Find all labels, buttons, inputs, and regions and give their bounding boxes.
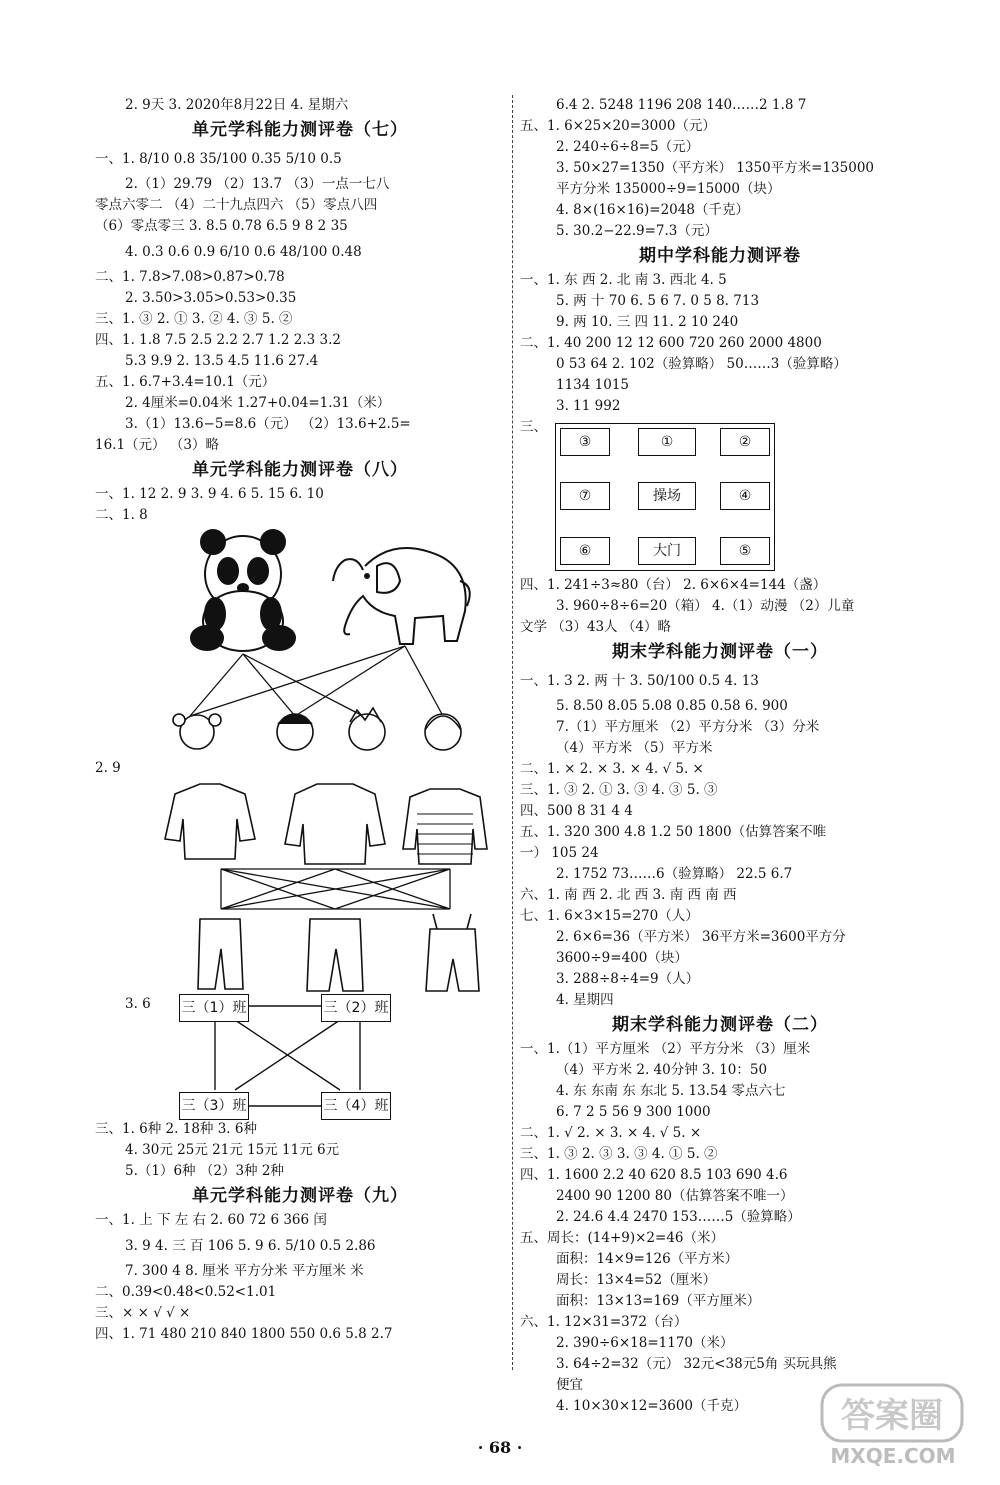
- answer-line: 3600÷9=400（块）: [556, 950, 688, 966]
- panda-icon: [191, 530, 295, 651]
- answer-line: 四、1. 1600 2.2 40 620 8.5 103 690 4.6: [520, 1167, 788, 1183]
- answer-line: 5.（1）6种 （2）3种 2种: [125, 1163, 284, 1179]
- answer-line: （4）平方米 （5）平方米: [556, 740, 713, 756]
- answer-line: 便宜: [556, 1377, 583, 1393]
- answer-line: 四、1. 1.8 7.5 2.5 2.2 2.7 1.2 2.3 3.2: [95, 332, 341, 348]
- answer-line: 三、1. ③ 2. ① 3. ③ 4. ③ 5. ③: [520, 782, 718, 798]
- answer-line: 16.1（元） （3）略: [95, 437, 219, 453]
- answer-line: 3. 960÷8÷6=20（箱） 4.（1）动漫 （2）儿童: [556, 598, 855, 614]
- answer-line: 9. 两 10. 三 四 11. 2 10 240: [556, 314, 739, 330]
- answer-line: 7.（1）平方厘米 （2）平方分米 （3）分米: [556, 719, 820, 735]
- answer-line: 3. 288÷8÷4=9（人）: [556, 971, 700, 987]
- answer-line: 二、1. 8: [95, 507, 148, 523]
- answer-line: 面积：13×13=169（平方厘米）: [556, 1293, 761, 1309]
- answer-line: 一、1. 东 西 2. 北 南 3. 西北 4. 5: [520, 272, 727, 288]
- answer-line: 五、周长：(14+9)×2=46（米）: [520, 1230, 725, 1246]
- answer-line: 1134 1015: [556, 377, 630, 393]
- answer-line: 四、1. 71 480 210 840 1800 550 0.6 5.8 2.7: [95, 1326, 393, 1342]
- answer-line: 四、500 8 31 4 4: [520, 803, 633, 819]
- answer-line: 0 53 64 2. 102（验算略） 50……3（验算略）: [556, 356, 847, 372]
- answer-line: 六、1. 12×31=372（台）: [520, 1314, 688, 1330]
- answer-line: 4. 10×30×12=3600（千克）: [556, 1398, 747, 1414]
- pants-icon: [198, 919, 243, 989]
- answer-line: 二、1. × 2. × 3. × 4. √ 5. ×: [520, 761, 704, 777]
- answer-line: 4. 星期四: [556, 992, 614, 1008]
- answer-line: 一、1. 上 下 左 右 2. 60 72 6 366 闰: [95, 1212, 327, 1228]
- answer-line: 文学 （3）43人 （4）略: [520, 619, 671, 635]
- section-title: 单元学科能力测评卷（九）: [192, 1186, 408, 1206]
- map-cell: ⑤: [720, 537, 770, 565]
- watermark-text: MXQE.COM: [830, 1444, 956, 1468]
- class-box: 三（3）班: [179, 1092, 249, 1120]
- shirt-icon: [165, 784, 255, 859]
- map-cell: ①: [638, 428, 696, 456]
- answer-line: 五、1. 320 300 4.8 1.2 50 1800（估算答案不唯: [520, 824, 827, 840]
- map-cell: 大门: [638, 537, 696, 565]
- svg-text:答案圈: 答案圈: [841, 1396, 943, 1436]
- section-title: 单元学科能力测评卷（七）: [192, 120, 408, 140]
- answer-line: 二、0.39<0.48<0.52<1.01: [95, 1284, 277, 1300]
- answer-line: 六、1. 南 西 2. 北 西 3. 南 西 南 西: [520, 887, 737, 903]
- answer-line: 面积：14×9=126（平方米）: [556, 1251, 739, 1267]
- answer-line: 2. 240÷6÷8=5（元）: [556, 139, 700, 155]
- kid-icon: [425, 714, 461, 750]
- section-title: 单元学科能力测评卷（八）: [192, 460, 408, 480]
- answer-line: 零点六零二 （4）二十九点四六 （5）零点八四: [95, 197, 378, 213]
- answer-line: （6）零点零三 3. 8.5 0.78 6.5 9 8 2 35: [95, 218, 348, 234]
- map-cell: ③: [560, 428, 610, 456]
- answer-line: 4. 0.3 0.6 0.9 6/10 0.6 48/100 0.48: [125, 244, 362, 260]
- answer-line: 2. 6×6=36（平方米） 36平方米=3600平方分: [556, 929, 846, 945]
- map-cell: ④: [720, 482, 770, 510]
- section-title: 期中学科能力测评卷: [639, 246, 801, 266]
- clothes-figure: [95, 779, 505, 994]
- map-figure: [520, 417, 920, 575]
- answer-line: 2. 3.50>3.05>0.53>0.35: [125, 290, 297, 306]
- answer-line: 2. 4厘米=0.04米 1.27+0.04=1.31（米）: [125, 395, 391, 411]
- kid-icon: [173, 714, 221, 749]
- answer-line: 3. 11 992: [556, 398, 621, 414]
- animals-kids-figure: [95, 526, 505, 758]
- class-figure: [95, 994, 505, 1119]
- answer-line: 三、1. ③ 2. ③ 3. ③ 4. ① 5. ②: [520, 1146, 718, 1162]
- answer-line: 一、1.（1）平方厘米 （2）平方分米 （3）厘米: [520, 1041, 811, 1057]
- answer-line: 五、1. 6.7+3.4=10.1（元）: [95, 374, 276, 390]
- left-column: [95, 95, 505, 1345]
- answer-line: 6. 7 2 5 56 9 300 1000: [556, 1104, 711, 1120]
- answer-line: （4）平方米 2. 40分钟 3. 10：50: [556, 1062, 768, 1078]
- answer-line: 3. 64÷2=32（元） 32元<38元5角 买玩具熊: [556, 1356, 837, 1372]
- answer-line: 二、1. √ 2. × 3. × 4. √ 5. ×: [520, 1125, 702, 1141]
- column-divider: [512, 95, 513, 1370]
- right-column: [520, 95, 920, 1417]
- answer-line: 三、1. 6种 2. 18种 3. 6种: [95, 1121, 257, 1137]
- section-title: 期末学科能力测评卷（二）: [612, 1015, 828, 1035]
- answer-line: 三、1. ③ 2. ① 3. ② 4. ③ 5. ②: [95, 311, 293, 327]
- answer-line: 4. 8×(16×16)=2048（千克）: [556, 202, 749, 218]
- page-number: · 68 ·: [477, 1438, 523, 1457]
- answer-line: 5. 8.50 8.05 5.08 0.85 0.58 6. 900: [556, 698, 788, 714]
- answer-line: 五、1. 6×25×20=3000（元）: [520, 118, 716, 134]
- answer-line: 2400 90 1200 80（估算答案不唯一）: [556, 1188, 794, 1204]
- answer-line: 4. 东 东南 东 东北 5. 13.54 零点六七: [556, 1083, 786, 1099]
- answer-line: 6.4 2. 5248 1196 208 140……2 1.8 7: [556, 97, 807, 113]
- section-title: 期末学科能力测评卷（一）: [612, 642, 828, 662]
- answer-line: 二、1. 40 200 12 12 600 720 260 2000 4800: [520, 335, 822, 351]
- map-cell: ⑦: [560, 482, 610, 510]
- watermark-logo-icon: [808, 1381, 978, 1469]
- answer-line: 二、1. 7.8>7.08>0.87>0.78: [95, 269, 285, 285]
- answer-line: 一、1. 12 2. 9 3. 9 4. 6 5. 15 6. 10: [95, 486, 324, 502]
- matching-figure-clothes: [95, 779, 505, 994]
- answer-line: 周长：13×4=52（厘米）: [556, 1272, 717, 1288]
- answer-line: 一、1. 8/10 0.8 35/100 0.35 5/10 0.5: [95, 151, 342, 167]
- class-box: 三（2）班: [321, 994, 391, 1022]
- answer-line: 一、1. 3 2. 两 十 3. 50/100 0.5 4. 13: [520, 673, 759, 689]
- answer-line: 5.3 9.9 2. 13.5 4.5 11.6 27.4: [125, 353, 319, 369]
- answer-line: 5. 两 十 70 6. 5 6 7. 0 5 8. 713: [556, 293, 760, 309]
- overalls-icon: [426, 914, 479, 991]
- answer-line: 2. 390÷6×18=1170（米）: [556, 1335, 734, 1351]
- answer-line: 平方分米 135000÷9=15000（块）: [556, 181, 781, 197]
- answer-line: 3. 9 4. 三 百 106 5. 9 6. 5/10 0.5 2.86: [125, 1238, 376, 1254]
- cargo-pants-icon: [307, 919, 363, 991]
- answer-line: 三、: [520, 419, 547, 435]
- kid-icon: [277, 714, 313, 750]
- class-box: 三（1）班: [179, 994, 249, 1022]
- map-cell: 操场: [638, 482, 696, 510]
- striped-sweater-icon: [403, 789, 487, 864]
- answer-line: 2. 9天 3. 2020年8月22日 4. 星期六: [125, 97, 349, 113]
- answer-line: 5. 30.2−22.9=7.3（元）: [556, 223, 718, 239]
- map-cell: ②: [720, 428, 770, 456]
- sweater-icon: [285, 784, 385, 864]
- matching-figure-animals: [95, 526, 505, 758]
- answer-line: 一） 105 24: [520, 845, 599, 861]
- map-cell: ⑥: [560, 537, 610, 565]
- answer-line: 七、1. 6×3×15=270（人）: [520, 908, 699, 924]
- answer-line: 2. 24.6 4.4 2470 153……5（验算略）: [556, 1209, 801, 1225]
- answer-line: 4. 30元 25元 21元 15元 11元 6元: [125, 1142, 340, 1158]
- class-lines: [95, 994, 505, 1119]
- class-box: 三（4）班: [321, 1092, 391, 1120]
- answer-line: 3.（1）13.6−5=8.6（元） （2）13.6+2.5=: [125, 416, 411, 432]
- answer-line: 2. 1752 73……6（验算略） 22.5 6.7: [556, 866, 793, 882]
- answer-line: 2. 9: [95, 760, 121, 776]
- elephant-icon: [333, 548, 470, 644]
- answer-line: 三、× × √ √ ×: [95, 1305, 191, 1321]
- answer-line: 3. 50×27=1350（平方米） 1350平方米=135000: [556, 160, 875, 176]
- answer-line: 7. 300 4 8. 厘米 平方分米 平方厘米 米: [125, 1263, 364, 1279]
- answer-line: 3. 6: [125, 996, 151, 1012]
- answer-line: 四、1. 241÷3≈80（台） 2. 6×6×4=144（盏）: [520, 577, 827, 593]
- kid-icon: [349, 708, 385, 750]
- answer-line: 2.（1）29.79 （2）13.7 （3）一点一七八: [125, 176, 390, 192]
